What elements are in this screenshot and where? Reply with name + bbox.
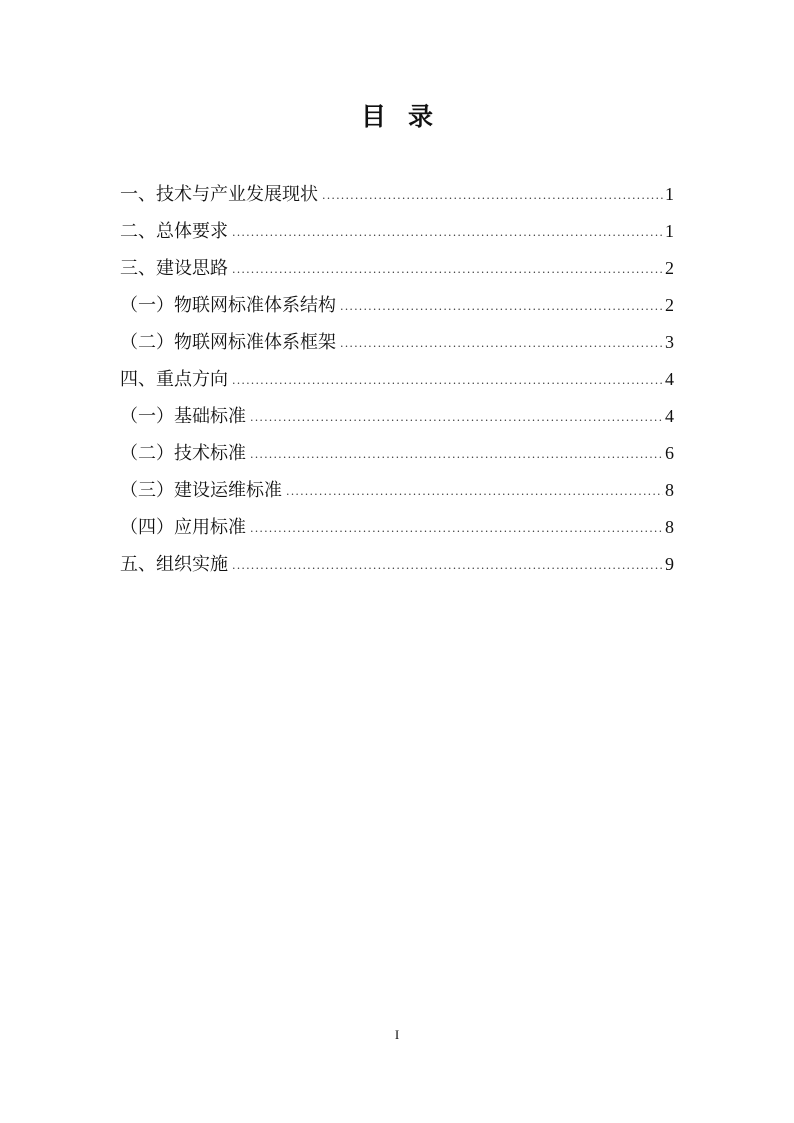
- toc-entry-page: 8: [665, 480, 674, 500]
- toc-dot-leader: [250, 399, 663, 436]
- toc-dot-leader: [232, 362, 663, 399]
- toc-entry[interactable]: [120, 361, 674, 398]
- toc-entry-label: （一）基础标准: [120, 406, 246, 427]
- toc-dot-leader: [232, 214, 663, 251]
- toc-subentry[interactable]: [120, 472, 674, 509]
- page-number: I: [394, 1027, 400, 1042]
- toc-entry-label: （三）建设运维标准: [120, 480, 282, 501]
- toc-dot-leader: [340, 288, 663, 325]
- toc-entry[interactable]: [120, 546, 674, 583]
- toc-subentry[interactable]: [120, 398, 674, 435]
- toc-entry-label: 四、重点方向: [120, 369, 228, 390]
- toc-entry-label: 一、技术与产业发展现状: [120, 184, 318, 205]
- toc-subentry[interactable]: [120, 287, 674, 324]
- toc-entry-page: 8: [665, 517, 674, 537]
- toc-entry-page: 2: [665, 295, 674, 315]
- toc-entry-label: 三、建设思路: [120, 258, 228, 279]
- table-of-contents: [120, 176, 674, 583]
- toc-subentry[interactable]: [120, 509, 674, 546]
- toc-entry-page: 4: [665, 369, 674, 389]
- toc-dot-leader: [340, 325, 663, 362]
- toc-entry-page: 4: [665, 406, 674, 426]
- toc-dot-leader: [250, 436, 663, 473]
- toc-entry-label: （二）物联网标准体系框架: [120, 332, 336, 353]
- toc-entry[interactable]: [120, 176, 674, 213]
- toc-subentry[interactable]: [120, 324, 674, 361]
- toc-subentry[interactable]: [120, 435, 674, 472]
- toc-entry-label: （四）应用标准: [120, 517, 246, 538]
- title-char-1: 目: [360, 102, 386, 131]
- toc-dot-leader: [286, 473, 663, 510]
- toc-entry-page: 2: [665, 258, 674, 278]
- toc-entry-label: 五、组织实施: [120, 554, 228, 575]
- toc-dot-leader: [322, 177, 663, 214]
- toc-dot-leader: [232, 251, 663, 288]
- toc-entry-label: （二）技术标准: [120, 443, 246, 464]
- toc-entry[interactable]: [120, 213, 674, 250]
- toc-entry-page: 9: [665, 554, 674, 574]
- toc-dot-leader: [250, 510, 663, 547]
- toc-entry-page: 3: [665, 332, 674, 352]
- toc-dot-leader: [232, 547, 663, 584]
- toc-entry-label: 二、总体要求: [120, 221, 228, 242]
- page-title: [0, 98, 794, 136]
- toc-entry-page: 1: [665, 221, 674, 241]
- toc-entry-page: 1: [665, 184, 674, 204]
- toc-entry[interactable]: [120, 250, 674, 287]
- title-char-2: 录: [408, 102, 434, 131]
- toc-entry-page: 6: [665, 443, 674, 463]
- toc-entry-label: （一）物联网标准体系结构: [120, 295, 336, 316]
